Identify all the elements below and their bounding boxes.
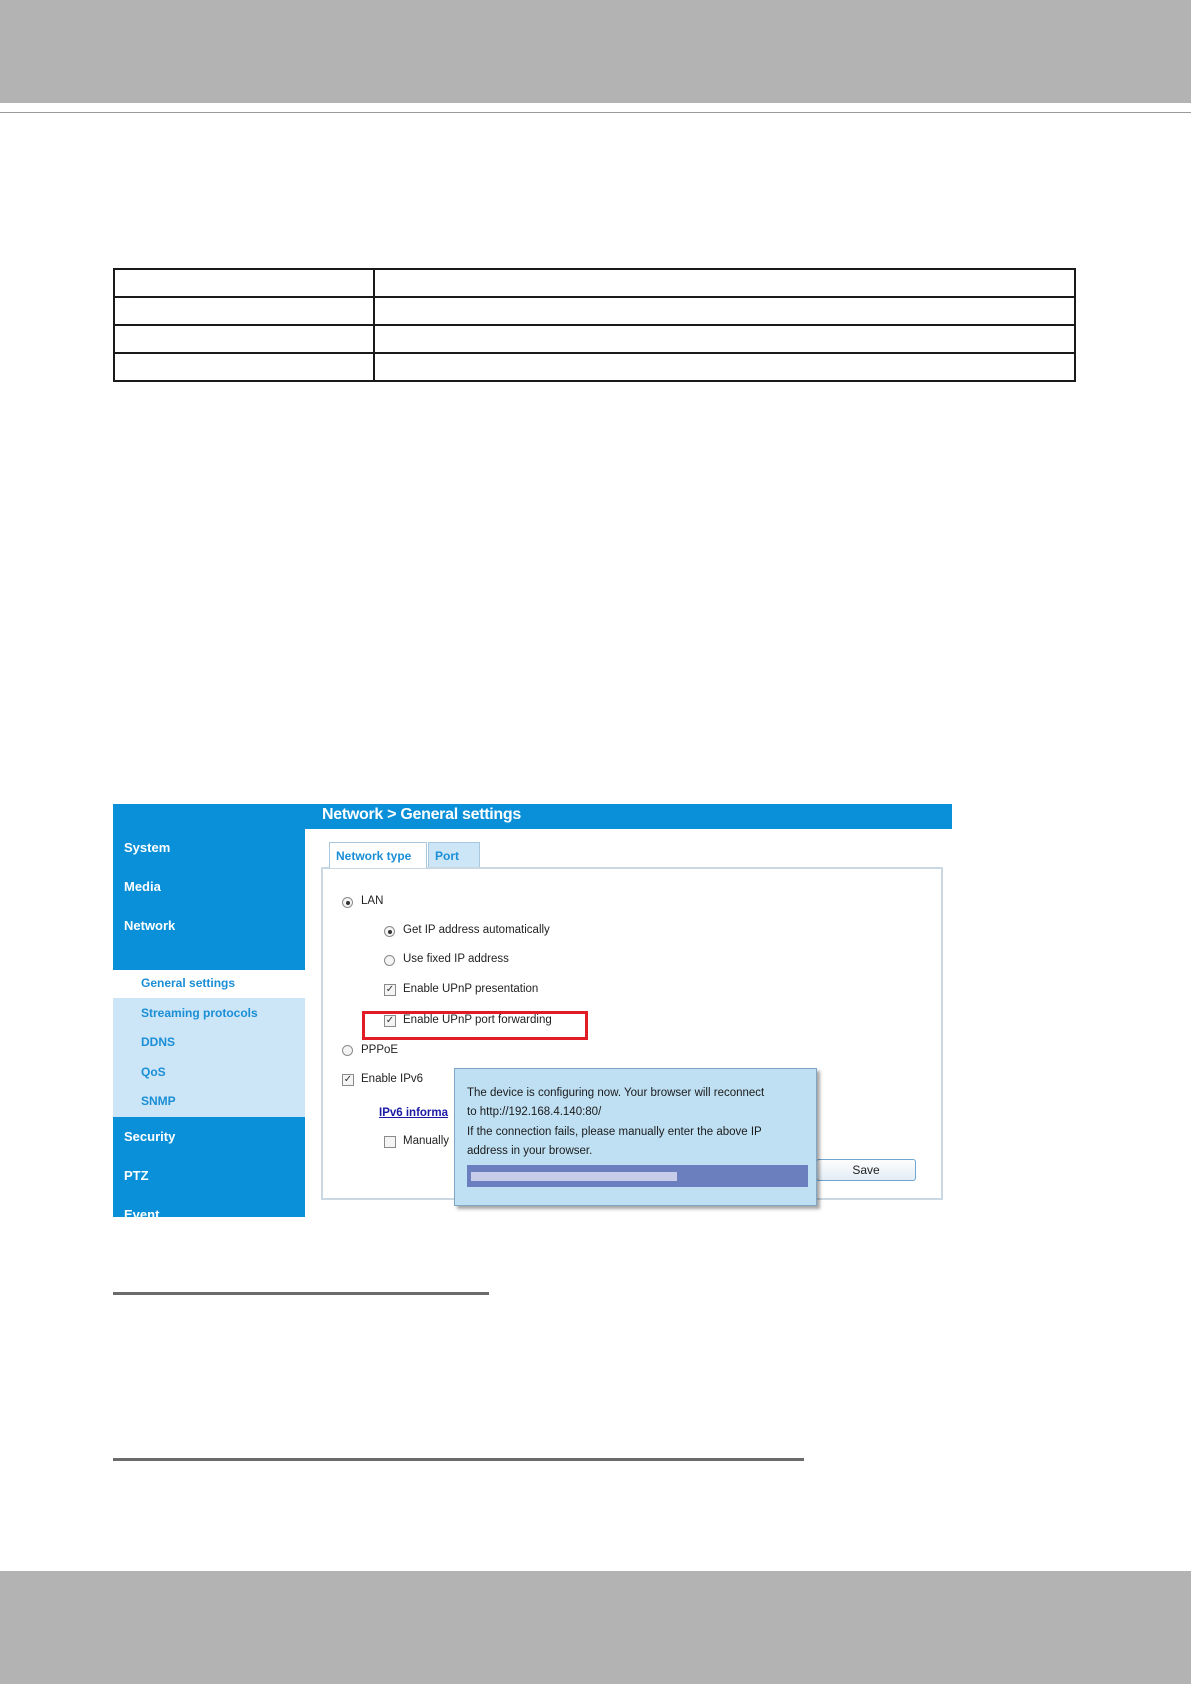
network-settings-screenshot [113, 804, 952, 1222]
table-row [114, 353, 1075, 381]
save-button[interactable]: Save [816, 1159, 916, 1181]
sidebar-item-media[interactable]: Media [124, 879, 161, 894]
sidebar-item-label: General settings [141, 976, 236, 990]
progress-fill [471, 1172, 677, 1181]
section-rule [113, 1458, 804, 1461]
lan-label: LAN [361, 895, 384, 907]
upnp-port-forwarding-label: Enable UPnP port forwarding [403, 1014, 552, 1026]
manually-checkbox[interactable] [384, 1136, 396, 1148]
pppoe-label: PPPoE [361, 1044, 399, 1056]
spec-table [113, 268, 1076, 382]
section-rule [113, 1292, 489, 1295]
sidebar-item-security[interactable]: Security [124, 1129, 176, 1144]
dialog-message-line: to http://192.168.4.140:80/ [467, 1106, 602, 1118]
dialog-message-line: If the connection fails, please manually enter the above IP [467, 1126, 762, 1138]
title-bar [113, 804, 952, 829]
network-subnav [113, 970, 305, 1117]
sidebar-item-general-settings[interactable] [113, 970, 305, 998]
manually-label: Manually [403, 1135, 450, 1147]
enable-ipv6-label: Enable IPv6 [361, 1073, 424, 1085]
reconnect-dialog [454, 1068, 817, 1206]
pppoe-radio[interactable] [342, 1045, 353, 1056]
table-row [114, 325, 1075, 353]
upnp-presentation-label: Enable UPnP presentation [403, 983, 539, 995]
table-row [114, 269, 1075, 297]
dialog-message-line: The device is configuring now. Your browser will reconnect [467, 1087, 765, 1099]
get-ip-auto-radio[interactable] [384, 926, 395, 937]
dialog-message-line: address in your browser. [467, 1145, 593, 1157]
sidebar-item-system[interactable]: System [124, 840, 171, 855]
progress-bar [467, 1165, 808, 1187]
lan-radio[interactable] [342, 897, 353, 908]
ipv6-information-link[interactable]: IPv6 informa [379, 1107, 449, 1119]
header-rule [0, 112, 1191, 113]
page-header-band [0, 0, 1191, 103]
upnp-port-forwarding-checkbox[interactable]: ✓ [385, 1015, 395, 1026]
sidebar-item-ptz[interactable]: PTZ [124, 1168, 149, 1183]
sidebar-item-ddns[interactable]: DDNS [141, 1035, 176, 1049]
tab-port[interactable]: Port [428, 842, 480, 867]
table-row [114, 297, 1075, 325]
sidebar-item-event[interactable]: Event [124, 1207, 160, 1222]
use-fixed-ip-label: Use fixed IP address [403, 953, 509, 965]
get-ip-auto-label: Get IP address automatically [403, 924, 550, 936]
sidebar-item-streaming-protocols[interactable]: Streaming protocols [141, 1006, 258, 1020]
sidebar-item-qos[interactable]: QoS [141, 1065, 166, 1079]
sidebar-item-network[interactable]: Network [124, 918, 176, 933]
sidebar [113, 829, 305, 1222]
page-footer-band [0, 1571, 1191, 1684]
upnp-presentation-checkbox[interactable]: ✓ [385, 984, 395, 995]
sidebar-item-snmp[interactable]: SNMP [141, 1094, 176, 1108]
use-fixed-ip-radio[interactable] [384, 955, 395, 966]
tab-network-type[interactable]: Network type [329, 842, 427, 868]
enable-ipv6-checkbox[interactable]: ✓ [343, 1074, 353, 1085]
breadcrumb: Network > General settings [322, 806, 521, 823]
